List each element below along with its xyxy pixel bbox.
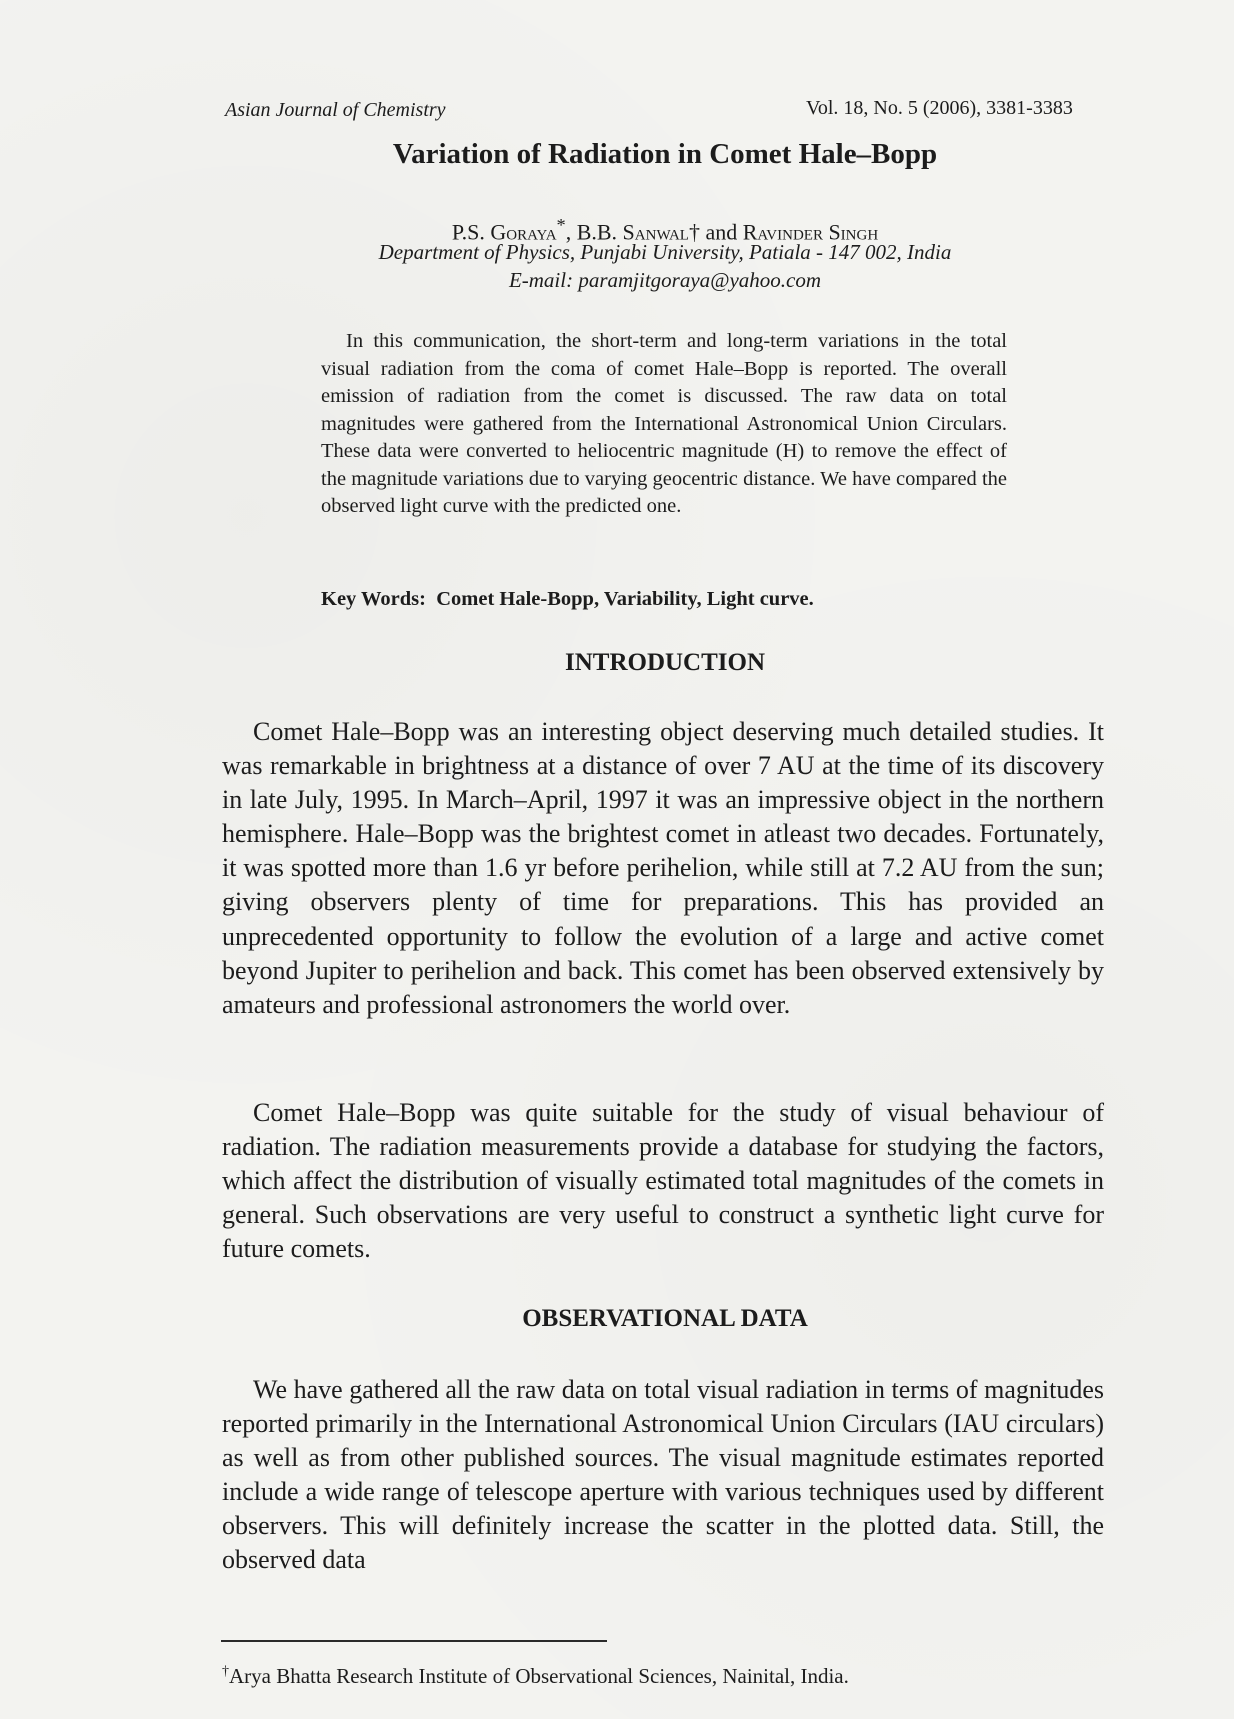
keywords-list: Comet Hale-Bopp, Variability, Light curve. — [436, 588, 814, 610]
corresponding-author-mark: * — [556, 215, 566, 235]
footnote-dagger-mark: † — [688, 219, 700, 245]
introduction-paragraph-2: Comet Hale–Bopp was quite suitable for the study of visual behaviour of radiation. The radiation measurements provide a database for studying the factors, which affect the distribution of visually estimated total magnitudes of the comets in general. Such observations are very useful to construct a synthetic light curve for future comets. — [222, 1098, 1104, 1264]
observational-data-paragraph: We have gathered all the raw data on total visual radiation in terms of magnitudes reported primarily in the International Astronomical Union Circulars (IAU circulars) as well as from other published sources. The visual magnitude estimates reported include a wide range of telescope aperture with various techniques used by different observers. This will definitely increase the scatter in the plotted data. Still, the observed data — [222, 1375, 1104, 1575]
author-name: Ravinder Singh — [742, 219, 879, 245]
keywords-label: Key Words: — [321, 588, 426, 610]
abstract: In this communication, the short-term and long-term variations in the total visual radiation from the coma of comet Hale–Bopp is reported. The overall emission of radiation from the comet is discussed. The raw data on total magnitudes were gathered from the International Astronomical Union Circulars. These data were converted to heliocentric magnitude (H) to remove the effect of the magnitude variations due to varying geocentric distance. We have compared the observed light curve with the predicted one. — [321, 330, 1007, 517]
author-separator: , — [565, 219, 577, 245]
section-heading-introduction: INTRODUCTION — [564, 649, 766, 676]
paper-title: Variation of Radiation in Comet Hale–Bopp — [392, 138, 938, 170]
section-heading-observational-data: OBSERVATIONAL DATA — [522, 1305, 808, 1332]
introduction-paragraph-1: Comet Hale–Bopp was an interesting object deserving much detailed studies. It was remarkable in brightness at a distance of over 7 AU at the time of its discovery in late July, 1995. In March–April, 1997 it was an impressive object in the northern hemisphere. Hale–Bopp was the brightest comet in atleast two decades. Fortunately, it was spotted more than 1.6 yr before perihelion, while still at 7.2 AU from the sun; giving observers plenty of time for preparations. This has provided an unprecedented opportunity to follow the evolution of a large and active comet beyond Jupiter to perihelion and back. This comet has been observed extensively by amateurs and professional astronomers the world over. — [222, 717, 1104, 1019]
footnote — [222, 1658, 849, 1690]
footnote-text: Arya Bhatta Research Institute of Observational Sciences, Nainital, India. — [229, 1664, 849, 1688]
author-separator: and — [699, 219, 743, 245]
footnote-divider — [221, 1640, 607, 1642]
email-address: E-mail: paramjitgoraya@yahoo.com — [508, 268, 822, 292]
author-name: P.S. Goraya — [451, 219, 557, 245]
keywords — [321, 585, 814, 613]
affiliation: Department of Physics, Punjabi University, Patiala - 147 002, India — [378, 240, 952, 264]
author-name: B.B. Sanwal — [576, 219, 689, 245]
footnote-mark: † — [222, 1664, 229, 1679]
volume-info: Vol. 18, No. 5 (2006), 3381-3383 — [806, 97, 1073, 119]
journal-name: Asian Journal of Chemistry — [225, 99, 446, 121]
